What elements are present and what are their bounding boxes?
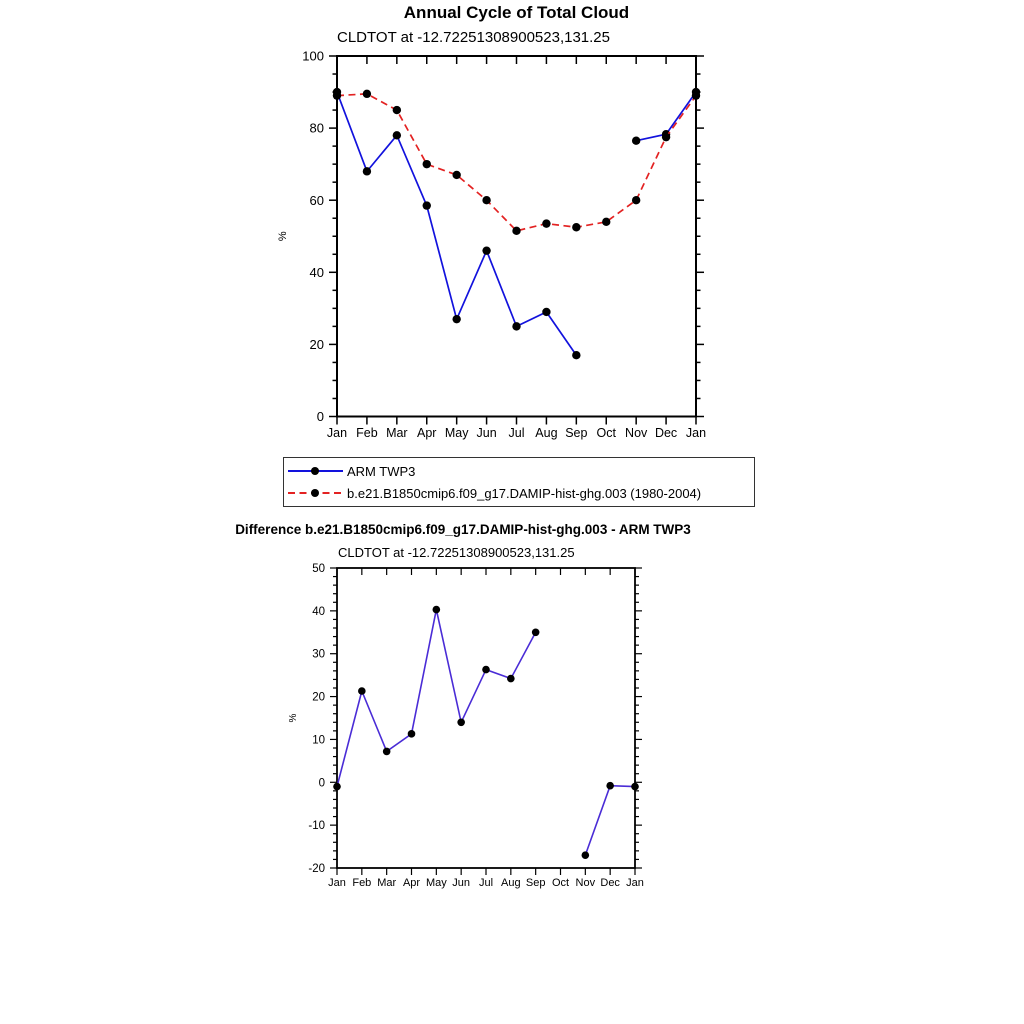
- legend-box: [283, 457, 755, 507]
- difference-chart-title: Difference b.e21.B1850cmip6.f09_g17.DAMIP-hist-ghg.003 - ARM TWP3: [235, 522, 691, 537]
- svg-text:80: 80: [309, 120, 324, 136]
- svg-text:Aug: Aug: [535, 426, 558, 440]
- svg-text:Aug: Aug: [501, 877, 521, 889]
- svg-text:40: 40: [309, 264, 324, 280]
- svg-text:Jun: Jun: [476, 426, 497, 440]
- svg-text:100: 100: [302, 48, 324, 64]
- svg-text:Oct: Oct: [551, 877, 570, 889]
- svg-text:20: 20: [309, 336, 324, 352]
- svg-text:40: 40: [312, 605, 325, 618]
- svg-text:May: May: [425, 877, 447, 889]
- svg-text:Dec: Dec: [600, 877, 620, 889]
- svg-text:%: %: [288, 713, 299, 723]
- svg-text:Jun: Jun: [452, 877, 471, 889]
- svg-text:Jul: Jul: [508, 426, 525, 440]
- legend-item-arm-twp3: [287, 460, 751, 482]
- svg-text:Jan: Jan: [626, 877, 644, 889]
- svg-text:Jul: Jul: [478, 877, 494, 889]
- svg-text:50: 50: [312, 563, 325, 576]
- svg-text:Jan: Jan: [328, 877, 346, 889]
- svg-text:Feb: Feb: [352, 877, 372, 889]
- svg-text:Mar: Mar: [377, 877, 397, 889]
- legend-line-sample-solid-icon: [287, 465, 345, 477]
- svg-text:Feb: Feb: [356, 426, 378, 440]
- svg-text:May: May: [444, 426, 469, 440]
- difference-chart-subtitle: CLDTOT at -12.72251308900523,131.25: [338, 545, 575, 560]
- legend-label-model-run: b.e21.B1850cmip6.f09_g17.DAMIP-hist-ghg.003 (1980-2004): [347, 485, 702, 501]
- svg-text:60: 60: [309, 192, 324, 208]
- legend-label-arm-twp3: ARM TWP3: [347, 463, 416, 479]
- svg-text:Apr: Apr: [402, 877, 421, 889]
- legend-line-sample-dashed-icon: [287, 487, 345, 499]
- svg-text:Jan: Jan: [685, 426, 707, 440]
- annual-cycle-chart-title: Annual Cycle of Total Cloud: [403, 3, 630, 22]
- svg-text:10: 10: [312, 734, 325, 747]
- svg-text:-10: -10: [308, 820, 325, 833]
- svg-text:Dec: Dec: [654, 426, 678, 440]
- svg-text:Apr: Apr: [417, 426, 437, 440]
- legend-item-model-run: [287, 482, 751, 504]
- svg-text:30: 30: [312, 648, 325, 661]
- svg-text:Nov: Nov: [625, 426, 648, 440]
- svg-text:0: 0: [318, 777, 325, 790]
- svg-text:Jan: Jan: [326, 426, 348, 440]
- svg-text:20: 20: [312, 691, 325, 704]
- svg-text:%: %: [277, 231, 289, 242]
- svg-text:Nov: Nov: [575, 877, 596, 889]
- svg-text:Mar: Mar: [386, 426, 408, 440]
- annual-cycle-chart-subtitle: CLDTOT at -12.72251308900523,131.25: [337, 29, 610, 46]
- svg-text:Oct: Oct: [596, 426, 616, 440]
- svg-text:Sep: Sep: [525, 877, 546, 889]
- svg-text:Sep: Sep: [565, 426, 588, 440]
- svg-text:0: 0: [316, 409, 324, 425]
- svg-text:-20: -20: [308, 863, 325, 876]
